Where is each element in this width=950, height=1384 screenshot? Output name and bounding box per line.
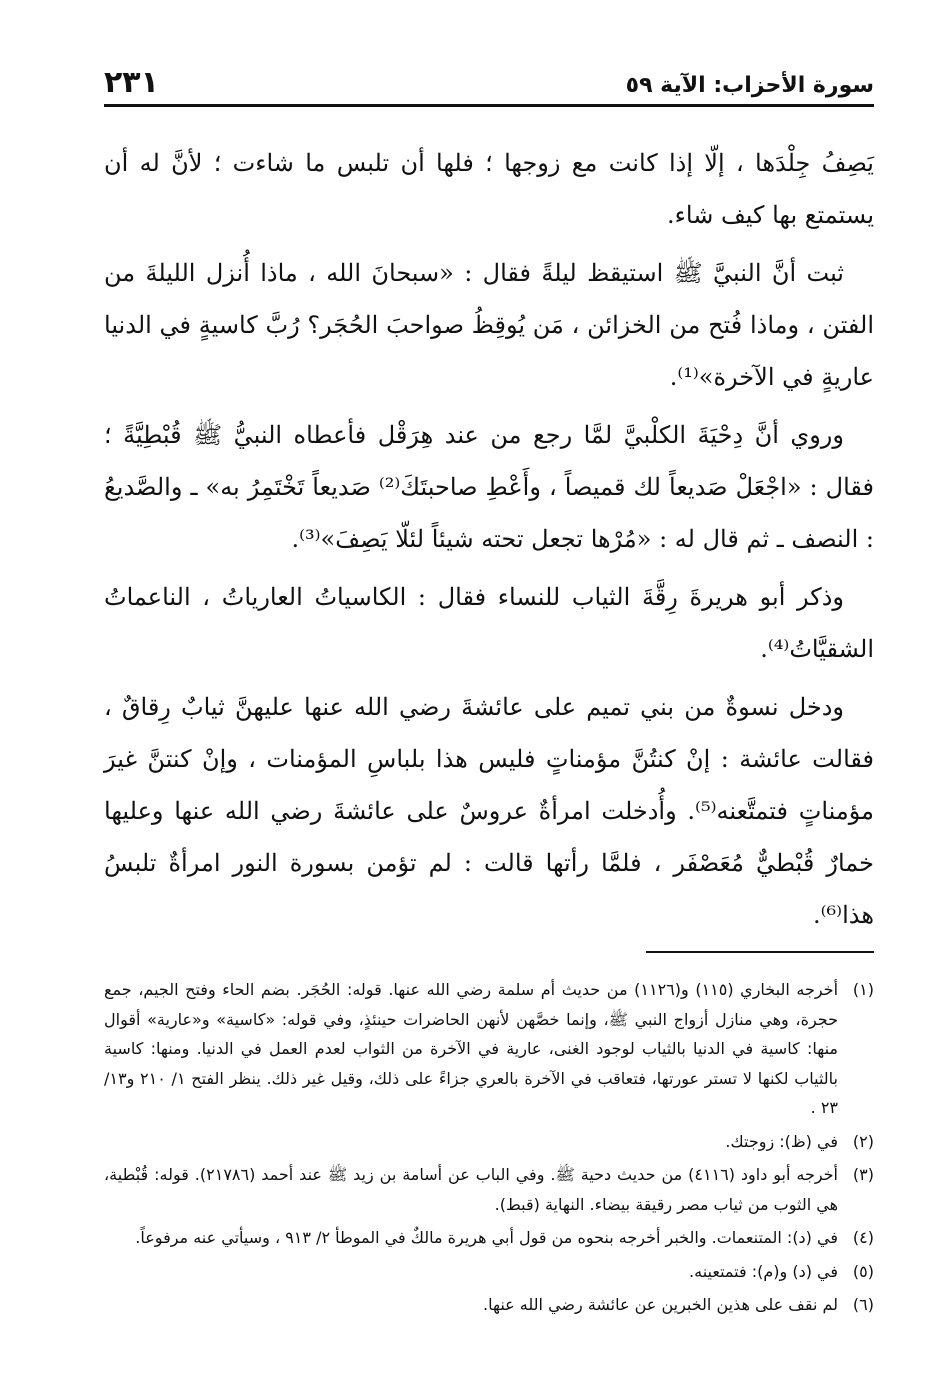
footnote-number: (٥) xyxy=(852,1261,874,1281)
footnote-number: (٢) xyxy=(852,1131,874,1151)
footnote-text: أخرجه البخاري (١١٥) و(١١٢٦) من حديث أم سلمة رضي الله عنها. قوله: الحُجَر. بضم الحاء وفتح الجيم، جمع حجرة، وهي منازل أزواج النبي ﷺ، وإنما خصَّهن لأنهن الحاضرات حينئذٍ، وفي قوله: «كاسية» و«عارية» أقوال منها: كاسية في الدنيا بالثياب لوجود الغنى، عارية في الآخرة من الثواب لعدم العمل في الدنيا. ومنها: كاسية بالثياب لكنها لا تستر عورتها، فتعاقب في الآخرة بالعري جزاءً على ذلك، وقيل غير ذلك. ينظر الفتح ١/ ٢١٠ و١٣/ ٢٣ . xyxy=(104,980,839,1117)
page-number: ٢٣١ xyxy=(104,65,159,100)
footnote-text: في (ظ): زوجتك. xyxy=(725,1131,838,1151)
paragraph: ودخل نسوةٌ من بني تميم على عائشةَ رضي الله عنها عليهنَّ ثيابٌ رِقاقٌ ، فقالت عائشة : إنْ كنتُنَّ مؤمناتٍ فليس هذا بلباسِ المؤمنات ، وإنْ كنتنَّ غيرَ مؤمناتٍ فتمتَّعنه⁽⁵⁾. وأُدخلت امرأةٌ عروسٌ على عائشةَ رضي الله عنها وعليها خمارٌ قُبْطيٌّ مُعَصْفَر ، فلمَّا رأتها قالت : لم تؤمن بسورة النور امرأةٌ تلبسُ هذا⁽⁶⁾. xyxy=(104,693,875,929)
main-text xyxy=(104,137,874,941)
paragraph: وروي أنَّ دِحْيَةَ الكلْبيَّ لمَّا رجع من عند هِرَقْل فأعطاه النبيُّ ﷺ قُبْطِيَّةً ؛ فقال : «اجْعَلْ صَديعاً لك قميصاً ، وأَعْطِ صاحبتَكَ⁽²⁾ صَديعاً تَخْتَمِرُ به» ـ والصَّديعُ : النصف ـ ثم قال له : «مُرْها تجعل تحته شيئاً لئلّا يَصِفَ»⁽³⁾. xyxy=(104,421,875,553)
footnote xyxy=(104,1257,874,1287)
footnote-text: لم نقف على هذين الخبرين عن عائشة رضي الله عنها. xyxy=(483,1295,838,1314)
footnote-text: أخرجه أبو داود (٤١١٦) من حديث دحية ﷺ. وفي الباب عن أسامة بن زيد ﷺ عند أحمد (٢١٧٨٦). قوله: قُبْطية، هي الثوب من ثياب مصر رقيقة بيضاء. النهاية (قبط). xyxy=(104,1165,839,1214)
footnote-number: (٦) xyxy=(852,1295,874,1314)
footnote xyxy=(104,975,874,1123)
footnote-separator xyxy=(646,951,874,953)
header-rule xyxy=(104,104,874,107)
footnote-text: في (د) و(م): فتمتعينه. xyxy=(689,1261,838,1281)
paragraph: ثبت أنَّ النبيَّ ﷺ استيقظ ليلةً فقال : «سبحانَ الله ، ماذا أُنزل الليلةَ من الفتن ، وماذا فُتح من الخزائن ، مَن يُوقِظُ صواحبَ الحُجَر؟ رُبَّ كاسيةٍ في الدنيا عاريةٍ في الآخرة»⁽¹⁾. xyxy=(104,259,874,391)
footnote-number: (٤) xyxy=(852,1228,874,1247)
running-title: سورة الأحزاب: الآية ٥٩ xyxy=(625,73,874,98)
footnote-number: (٣) xyxy=(852,1165,874,1184)
paragraph: وذكر أبو هريرةَ رِقَّةَ الثياب للنساء فقال : الكاسياتُ العارياتُ ، الناعماتُ الشقيَّاتُ⁽⁴⁾. xyxy=(104,583,874,663)
paragraph: يَصِفُ جِلْدَها ، إلّا إذا كانت مع زوجها ؛ فلها أن تلبس ما شاءت ؛ لأنَّ له أن يستمتع بها كيف شاء. xyxy=(104,149,874,229)
footnotes xyxy=(104,975,874,1320)
footnote xyxy=(104,1127,874,1157)
footnote-text: في (د): المتنعمات. والخبر أخرجه بنحوه من قول أبي هريرة مالكٌ في الموطأ ٢/ ٩١٣ ، وسيأتي عنه مرفوعاً. xyxy=(135,1228,838,1247)
footnote xyxy=(104,1223,874,1253)
footnote xyxy=(104,1160,874,1219)
footnote-number: (١) xyxy=(852,980,874,999)
page-header xyxy=(104,60,874,98)
footnote xyxy=(104,1290,874,1320)
